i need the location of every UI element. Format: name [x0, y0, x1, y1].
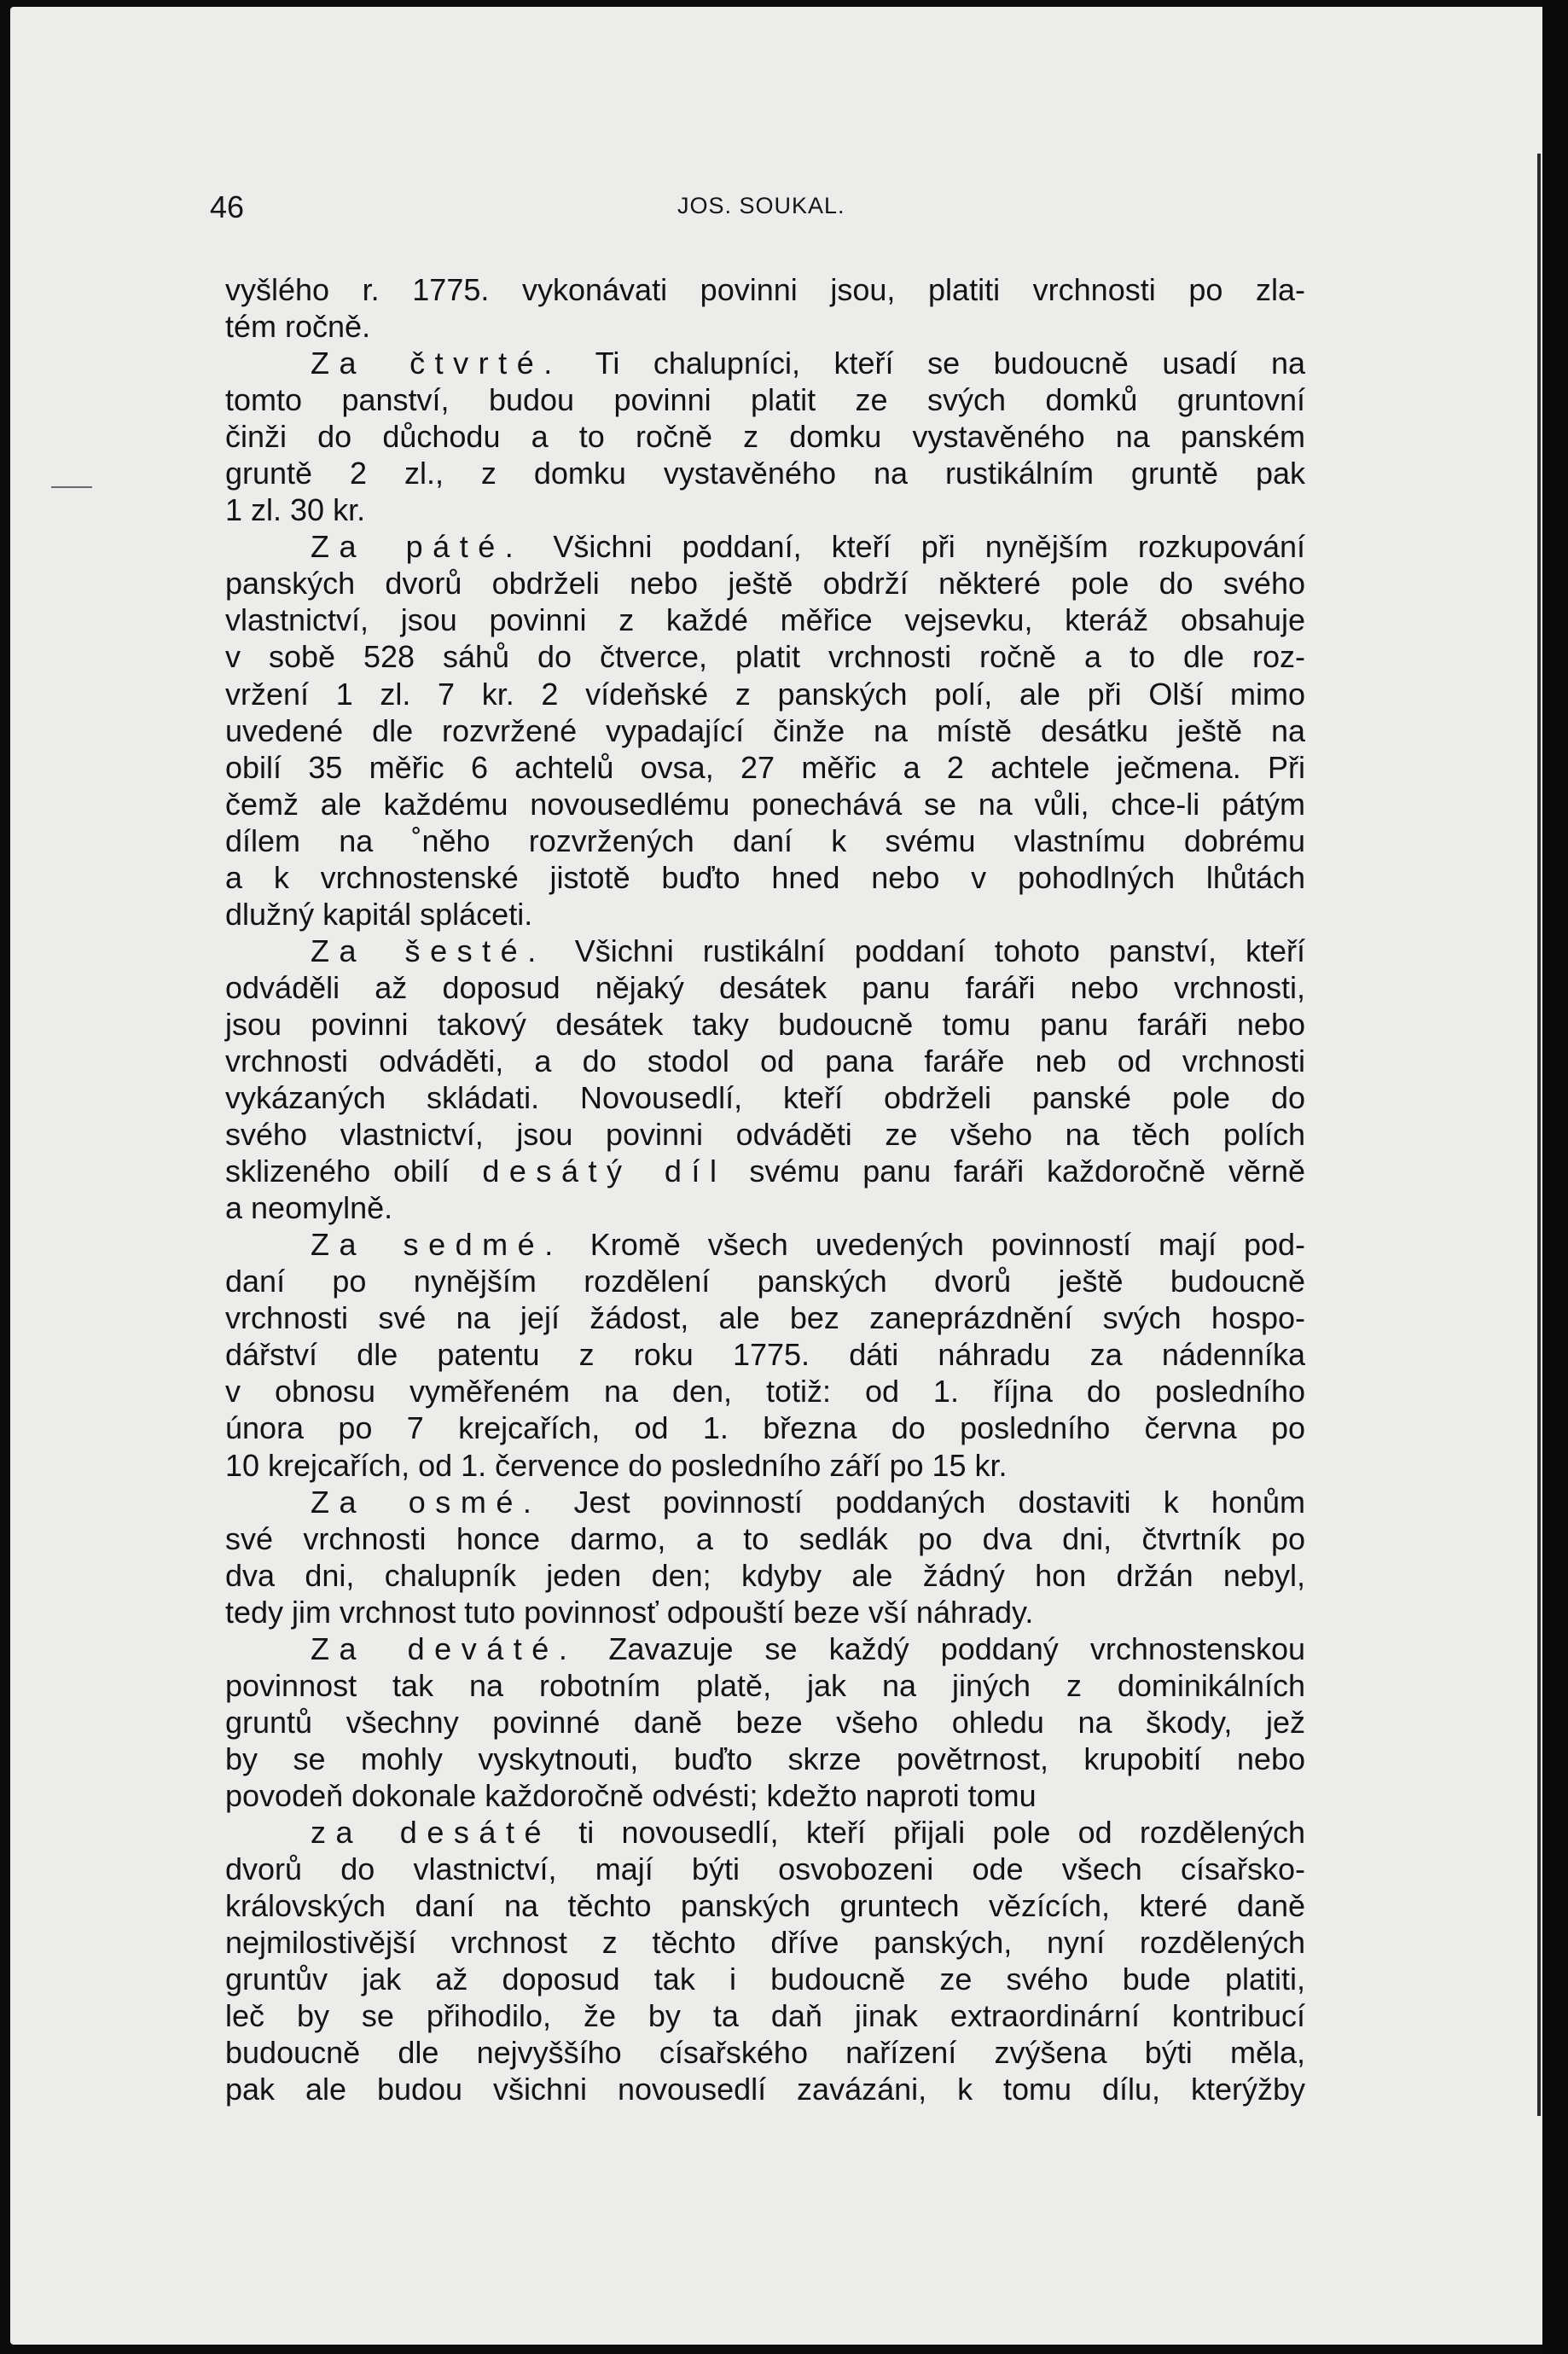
- line-text: uvedené dle rozvržené vypadající činže na místě desátku ještě na: [225, 712, 1305, 748]
- line-text: leč by se přihodilo, že by ta daň jinak extraordinární kontribucí: [225, 1998, 1305, 2034]
- line-text: vlastnictví, jsou povinni z každé měřice vejsevku, kteráž obsahuje: [225, 602, 1305, 638]
- line-text: tomto panství, budou povinni platit ze svých domků gruntovní: [225, 382, 1305, 418]
- text-line: [225, 491, 1305, 528]
- page-header: [210, 179, 1310, 230]
- text-line: [225, 1336, 1305, 1373]
- text-line: [225, 1043, 1305, 1079]
- text-line: [225, 381, 1305, 418]
- line-text: královských daní na těchto panských gruntech vězících, které daně: [225, 1888, 1305, 1924]
- section-lead: Za šesté.: [311, 933, 546, 968]
- text-line: [225, 565, 1305, 602]
- line-text: nejmilostivější vrchnost z těchto dříve panských, nyní rozdělených: [225, 1925, 1305, 1961]
- line-text: a neomylně.: [225, 1190, 393, 1226]
- line-text: vrchnosti své na její žádost, ale bez zaneprázdnění svých hospo-: [225, 1300, 1305, 1336]
- text-line: [225, 822, 1305, 859]
- text-line: [225, 271, 1305, 308]
- text-line: [225, 1704, 1305, 1741]
- line-text: února po 7 krejcařích, od 1. března do posledního června po: [225, 1410, 1305, 1446]
- line-text: daní po nynějším rozdělení panských dvorů ještě budoucně: [225, 1264, 1305, 1299]
- scan-edge-shadow: [1542, 0, 1568, 2354]
- line-text: povodeň dokonale každoročně odvésti; kdežto naproti tomu: [225, 1777, 1037, 1813]
- line-text: 1 zl. 30 kr.: [225, 492, 366, 528]
- text-line: [225, 859, 1305, 896]
- line-text: gruntě 2 zl., z domku vystavěného na rustikálním gruntě pak: [225, 456, 1305, 491]
- line-text: obilí 35 měřic 6 achtelů ovsa, 27 měřic a 2 achtele ječmena. Při: [225, 749, 1305, 785]
- line-text: v obnosu vyměřeném na den, totiž: od 1. října do posledního: [225, 1374, 1305, 1409]
- line-text: by se mohly vyskytnouti, buďto skrze povětrnost, krupobití nebo: [225, 1741, 1305, 1776]
- body-text: [225, 271, 1305, 2107]
- line-text: dářství dle patentu z roku 1775. dáti náhradu za nádenníka: [225, 1337, 1305, 1373]
- section-lead: za desáté: [311, 1814, 552, 1850]
- text-line: [225, 712, 1305, 749]
- text-line: [225, 1299, 1305, 1336]
- line-text: sklizeného obilí: [225, 1154, 450, 1189]
- text-line: [225, 418, 1305, 455]
- line-text: vržení 1 zl. 7 kr. 2 vídeňské z panských polí, ale při Olší mimo: [225, 676, 1305, 712]
- emphasis-text: desátý díl: [449, 1154, 727, 1189]
- text-line: [225, 1153, 1305, 1189]
- line-text: vrchnosti odváděti, a do stodol od pana faráře neb od vrchnosti: [225, 1043, 1305, 1078]
- text-line: [225, 749, 1305, 786]
- text-line: [225, 1961, 1305, 1997]
- running-head: JOS. SOUKAL.: [677, 193, 845, 218]
- text-line: [225, 676, 1305, 712]
- text-line: [225, 969, 1305, 1006]
- text-line: [225, 1630, 1305, 1667]
- line-text: gruntův jak až doposud tak i budoucně ze svého bude platiti,: [225, 1962, 1305, 1997]
- text-line: [225, 1594, 1305, 1630]
- line-text: Všichni rustikální poddaní tohoto panství, kteří: [545, 933, 1305, 968]
- text-line: [225, 1887, 1305, 1924]
- binding-mark: [1537, 154, 1541, 2116]
- line-text: čemž ale každému novousedlému ponechává se na vůli, chce-li pátým: [225, 786, 1305, 822]
- line-text: svého vlastnictví, jsou povinni odváděti ze všeho na těch polích: [225, 1117, 1305, 1153]
- line-text: Všichni poddaní, kteří při nynějším rozkupování: [523, 529, 1305, 565]
- section-lead: Za páté.: [311, 529, 524, 565]
- line-text: a k vrchnostenské jistotě buďto hned nebo v pohodlných lhůtách: [225, 859, 1305, 895]
- text-line: [225, 1924, 1305, 1961]
- text-line: [225, 1814, 1305, 1851]
- text-line: [225, 1851, 1305, 1887]
- text-line: [225, 1226, 1305, 1263]
- text-line: [225, 896, 1305, 933]
- text-line: [225, 1997, 1305, 2034]
- text-line: [225, 1006, 1305, 1043]
- line-text: povinnost tak na robotním platě, jak na jiných z dominikálních: [225, 1667, 1305, 1703]
- line-text: dílem na ˚něho rozvržených daní k svému vlastnímu dobrému: [225, 822, 1305, 858]
- line-text: dvorů do vlastnictví, mají býti osvobozeni ode všech císařsko-: [225, 1851, 1305, 1887]
- text-line: [225, 308, 1305, 345]
- line-text: jsou povinni takový desátek taky budoucně tomu panu faráři nebo: [225, 1006, 1305, 1042]
- text-line: [225, 602, 1305, 638]
- line-text: budoucně dle nejvyššího císařského nařízení zvýšena býti měla,: [225, 2035, 1305, 2071]
- text-line: [225, 1116, 1305, 1153]
- text-line: [225, 1777, 1305, 1814]
- line-text: tém ročně.: [225, 309, 371, 345]
- text-line: [225, 2034, 1305, 2071]
- page-number: 46: [210, 189, 245, 224]
- line-text: vykázaných skládati. Novousedlí, kteří obdrželi panské pole do: [225, 1080, 1305, 1116]
- line-text: Jest povinností poddaných dostaviti k honům: [541, 1484, 1305, 1520]
- text-line: [225, 1520, 1305, 1557]
- text-line: [225, 1447, 1305, 1484]
- margin-tick: [51, 486, 92, 488]
- text-line: [225, 786, 1305, 822]
- line-text: panských dvorů obdrželi nebo ještě obdrží některé pole do svého: [225, 566, 1305, 602]
- text-line: [225, 1373, 1305, 1409]
- line-text: v sobě 528 sáhů do čtverce, platit vrchnosti ročně a to dle roz-: [225, 639, 1305, 675]
- section-lead: Za osmé.: [311, 1484, 542, 1520]
- text-line: [225, 1741, 1305, 1777]
- line-text: ti novousedlí, kteří přijali pole od rozdělených: [551, 1814, 1306, 1850]
- section-lead: Za deváté.: [311, 1630, 578, 1666]
- text-line: [225, 933, 1305, 969]
- line-text: odváděli až doposud nějaký desátek panu faráři nebo vrchnosti,: [225, 969, 1305, 1005]
- section-lead: Za čtvrté.: [311, 346, 562, 381]
- line-text: své vrchnosti honce darmo, a to sedlák po dva dni, čtvrtník po: [225, 1520, 1305, 1556]
- line-text: Zavazuje se každý poddaný vrchnostenskou: [577, 1630, 1305, 1666]
- text-line: [225, 2071, 1305, 2107]
- text-line: [225, 528, 1305, 565]
- section-lead: Za sedmé.: [311, 1227, 563, 1263]
- text-line: [225, 345, 1305, 381]
- line-text: pak ale budou všichni novousedlí zavázáni, k tomu dílu, kterýžby: [225, 2072, 1305, 2107]
- line-text: 10 krejcařích, od 1. července do posledního září po 15 kr.: [225, 1447, 1008, 1483]
- line-text: Kromě všech uvedených povinností mají pod-: [562, 1227, 1306, 1263]
- text-line: [225, 1189, 1305, 1226]
- line-text: tedy jim vrchnost tuto povinnosť odpouští beze vší náhrady.: [225, 1594, 1034, 1630]
- text-line: [225, 1409, 1305, 1446]
- text-line: [225, 1667, 1305, 1704]
- line-text: dlužný kapitál spláceti.: [225, 896, 533, 932]
- text-line: [225, 638, 1305, 675]
- text-line: [225, 1557, 1305, 1594]
- line-tail: svému panu faráři každoročně věrně: [726, 1154, 1305, 1189]
- line-text: gruntů všechny povinné daně beze všeho ohledu na škody, jež: [225, 1704, 1305, 1740]
- line-text: činži do důchodu a to ročně z domku vystavěného na panském: [225, 419, 1305, 455]
- line-text: dva dni, chalupník jeden den; kdyby ale žádný hon držán nebyl,: [225, 1557, 1305, 1593]
- text-line: [225, 455, 1305, 491]
- line-text: vyšlého r. 1775. vykonávati povinni jsou, platiti vrchnosti po zla-: [225, 272, 1305, 307]
- line-text: Ti chalupníci, kteří se budoucně usadí na: [561, 346, 1305, 381]
- text-line: [225, 1484, 1305, 1520]
- text-line: [225, 1263, 1305, 1299]
- text-line: [225, 1079, 1305, 1116]
